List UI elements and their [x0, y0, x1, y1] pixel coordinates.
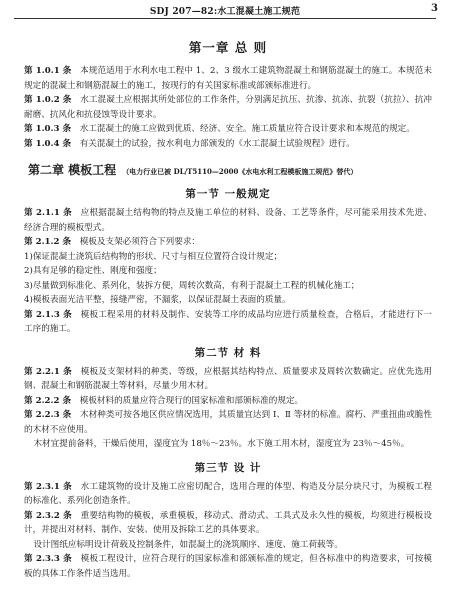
clause-2-2-2 — [24, 394, 432, 409]
clause-text: 水工混凝土应根据其所处部位的工作条件，分别满足抗压、抗渗、抗冻、抗裂（抗拉）、抗冲耐磨、抗风化和抗侵蚀等设计要求。 — [24, 95, 433, 120]
clause-number: 第 2.2.2 条 — [24, 395, 72, 406]
clause-text: 模板工程设计，应符合现行的国家标准和部颁标准的规定，但各标准中的构造要求，可按模板的具体工作条件适当选用。 — [24, 554, 432, 579]
clause-2-3-3 — [24, 552, 432, 581]
page-number: 3 — [431, 3, 438, 14]
clause-number: 第 1.0.2 条 — [24, 95, 72, 105]
clause-text: 本规范适用于水利水电工程中 1、2、3 级水工建筑物混凝土和钢筋混凝土的施工。本规范未规定的混凝土和钢筋混凝土的施工，按现行的有关国家标准或部颁标准进行。 — [24, 66, 432, 91]
clause-number: 第 2.3.2 条 — [24, 510, 72, 521]
list-item: 2)具有足够的稳定性、刚度和强度； — [24, 266, 162, 276]
clause-number: 第 2.1.1 条 — [24, 208, 72, 218]
clause-number: 第 1.0.3 条 — [24, 124, 72, 134]
clause-number: 第 2.3.1 条 — [24, 481, 72, 492]
clause-2-2-1 — [24, 365, 432, 394]
list-item: 4)模板表面光洁平整，接缝严密，不漏浆，以保证混凝土表面的质量。 — [24, 295, 291, 305]
clause-number: 第 2.3.3 条 — [24, 554, 72, 564]
clause-text: 模板工程采用的材料及制作、安装等工序的成品均应进行质量检查，合格后，才能进行下一工序的施工。 — [24, 309, 432, 334]
list-item: 3)尽量做到标准化、系列化，装拆方便，周转次数高，有利于混凝土工程的机械化施工； — [24, 280, 360, 291]
chapter-2-title — [28, 161, 432, 178]
clause-2-3-1 — [24, 480, 432, 509]
clause-text: 有关混凝土的试验，按水利电力部颁发的《水工混凝土试验规程》进行。 — [79, 138, 355, 149]
clause-2-2-3 — [24, 408, 432, 437]
chapter-2-note: （电力行业已被 DL/T5110—2000《水电水利工程模板施工规范》替代） — [122, 167, 358, 176]
clause-number: 第 1.0.4 条 — [24, 138, 72, 149]
clause-text: 木材种类可按各地区供应情况选用，其质量宜达到 Ⅰ、Ⅱ 等材的标准。腐朽、严重扭曲或脆性的木材不应使用。 — [24, 410, 433, 435]
clause-2-1-3 — [24, 308, 432, 337]
section-3-title: 第三节 设 计 — [194, 461, 262, 474]
section-1-title: 第一节 一般规定 — [185, 188, 271, 200]
clause-number: 第 2.2.1 条 — [24, 366, 72, 377]
page-header — [0, 0, 450, 22]
clause-2-1-1 — [24, 206, 432, 235]
clause-text: 水工混凝土的施工应做到优质、经济、安全。施工质量应符合设计要求和本规范的规定。 — [79, 124, 415, 134]
header-rule — [14, 18, 436, 19]
clause-text: 应根据混凝土结构物的特点及施工单位的材料、设备、工艺等条件，尽可能采用技术先进、经济合理的模板型式。 — [24, 208, 432, 233]
clause-2-3-2 — [24, 509, 432, 538]
list-item: 1)保证混凝土浇筑后结构物的形状、尺寸与相互位置符合设计规定； — [24, 251, 283, 262]
clause-text: 水工建筑物的设计及施工应密切配合，选用合理的体型、构造及分层分块尺寸，为模板工程的标准化、系列化创造条件。 — [24, 481, 432, 506]
clause-number: 第 2.1.2 条 — [24, 237, 72, 247]
clause-text: 模板材料的质量应符合现行的国家标准和部颁标准的规定。 — [79, 395, 304, 406]
clause-text: 模板及支架材料的种类、等级，应根据其结构特点、质量要求及周转次数确定。应优先选用钢、混凝土和钢筋混凝土等材料，尽量少用木材。 — [24, 366, 432, 391]
document-body — [24, 26, 432, 581]
clause-2-1-2 — [24, 235, 432, 250]
chapter-1-title: 第一章 总 则 — [188, 40, 268, 55]
clause-1-0-4 — [24, 137, 432, 152]
clause-text: 模板及支架必须符合下列要求： — [79, 237, 201, 247]
clause-1-0-1 — [24, 64, 432, 93]
clause-1-0-3 — [24, 122, 432, 137]
header-title: SDJ 207—82:水工混凝土施工规范 — [149, 7, 301, 17]
section-2-title: 第二节 材 料 — [194, 346, 262, 359]
clause-1-0-2 — [24, 93, 432, 122]
paragraph-timber-humidity: 木材宜提前备料，干燥后使用，湿度宜为 18％～23％。水下施工用木材，湿度宜为 23％～45％。 — [33, 439, 410, 449]
paragraph-design-loads: 设计图纸应标明设计荷载及控制条件，如混凝土的浇筑顺序、速度、施工荷载等。 — [33, 539, 343, 550]
clause-number: 第 2.2.3 条 — [24, 410, 72, 420]
clause-text: 重要结构物的模板，承重模板，移动式、滑动式、工具式及永久性的模板，均须进行模板设计，并提出对材料、制作、安装、使用及拆除工艺的具体要求。 — [24, 510, 432, 535]
chapter-2-heading: 第二章 模板工程 — [28, 163, 117, 177]
clause-number: 第 2.1.3 条 — [24, 309, 72, 320]
clause-number: 第 1.0.1 条 — [24, 66, 72, 76]
